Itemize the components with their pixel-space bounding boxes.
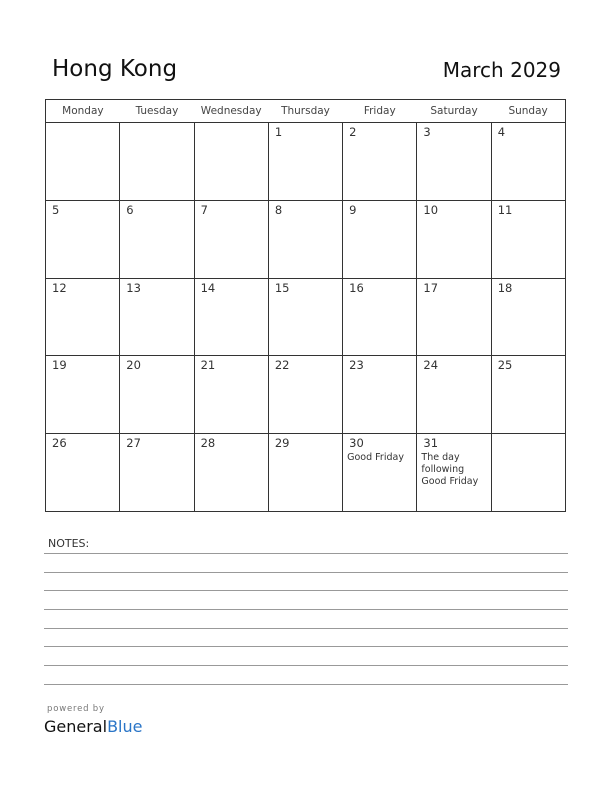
day-number: 25 <box>497 358 513 373</box>
weekday-friday: Friday <box>343 100 417 123</box>
day-number: 28 <box>200 436 216 451</box>
week-row <box>46 200 566 278</box>
day-cell <box>343 123 417 201</box>
notes-line <box>44 646 568 647</box>
calendar-title: Hong Kong <box>52 56 178 82</box>
day-cell <box>194 356 268 434</box>
week-row <box>46 356 566 434</box>
day-number: 18 <box>497 280 513 295</box>
day-cell <box>120 278 194 356</box>
day-number: 20 <box>126 358 141 373</box>
notes-line <box>44 628 568 629</box>
day-cell <box>120 123 194 201</box>
calendar-grid <box>45 99 566 512</box>
day-cell <box>343 434 417 512</box>
day-cell <box>46 356 120 434</box>
day-number: 30 <box>349 436 364 451</box>
weekday-thursday: Thursday <box>268 100 342 123</box>
weekday-tuesday: Tuesday <box>120 100 194 123</box>
day-number: 19 <box>52 358 67 373</box>
notes-line <box>44 609 568 610</box>
day-number: 1 <box>274 125 283 139</box>
day-cell <box>417 356 491 434</box>
day-cell <box>120 356 194 434</box>
day-cell <box>417 434 491 512</box>
day-cell <box>417 123 491 201</box>
day-cell <box>491 356 565 434</box>
day-number: 5 <box>52 202 60 217</box>
powered-by-text: powered by <box>47 704 105 714</box>
weekday-header-row <box>46 100 566 123</box>
day-number: 11 <box>497 202 513 217</box>
day-number: 2 <box>349 125 357 139</box>
day-cell <box>491 434 565 512</box>
day-cell <box>268 200 342 278</box>
day-cell <box>46 434 120 512</box>
weekday-sunday: Sunday <box>491 100 565 123</box>
day-number: 6 <box>126 202 134 217</box>
day-number: 21 <box>200 358 216 373</box>
day-number: 13 <box>126 280 141 295</box>
brand-blue: Blue <box>107 717 143 736</box>
notes-line <box>44 590 568 591</box>
weekday-wednesday: Wednesday <box>194 100 268 123</box>
day-cell <box>120 200 194 278</box>
day-cell <box>268 356 342 434</box>
day-number: 12 <box>52 280 67 295</box>
day-number: 22 <box>274 358 290 373</box>
week-row <box>46 278 566 356</box>
notes-line <box>44 665 568 666</box>
day-number: 14 <box>200 280 216 295</box>
day-cell <box>343 278 417 356</box>
day-number: 3 <box>423 125 431 139</box>
day-number: 16 <box>349 280 364 295</box>
day-cell <box>194 434 268 512</box>
day-number: 7 <box>200 202 208 217</box>
day-number: 8 <box>274 202 283 217</box>
day-cell <box>194 200 268 278</box>
weekday-saturday: Saturday <box>417 100 491 123</box>
day-cell <box>194 123 268 201</box>
holiday-label: The day following Good Friday <box>421 452 479 488</box>
day-number: 29 <box>274 436 290 451</box>
week-row <box>46 123 566 201</box>
day-number: 10 <box>423 202 439 217</box>
notes-line <box>44 572 568 573</box>
day-cell <box>268 123 342 201</box>
day-cell <box>46 123 120 201</box>
day-cell <box>120 434 194 512</box>
day-cell <box>417 278 491 356</box>
day-cell <box>417 200 491 278</box>
holiday-label: Good Friday <box>347 452 404 464</box>
day-cell <box>46 278 120 356</box>
day-cell <box>343 356 417 434</box>
day-cell <box>343 200 417 278</box>
day-number: 4 <box>497 125 506 139</box>
day-number: 17 <box>423 280 439 295</box>
day-cell <box>491 278 565 356</box>
day-number: 9 <box>349 202 357 217</box>
week-row <box>46 434 566 512</box>
brand-general: General <box>44 717 108 736</box>
generalblue-logo[interactable] <box>44 717 142 736</box>
day-cell <box>194 278 268 356</box>
day-cell <box>46 200 120 278</box>
notes-label: NOTES: <box>48 537 90 550</box>
notes-line <box>44 684 568 685</box>
day-number: 31 <box>423 436 439 451</box>
weekday-monday: Monday <box>46 100 120 123</box>
day-cell <box>491 123 565 201</box>
day-number: 23 <box>349 358 364 373</box>
month-label: March 2029 <box>442 58 561 82</box>
day-number: 15 <box>274 280 290 295</box>
day-cell <box>491 200 565 278</box>
day-number: 26 <box>52 436 67 451</box>
day-cell <box>268 278 342 356</box>
day-cell <box>268 434 342 512</box>
notes-line <box>44 553 568 554</box>
day-number: 24 <box>423 358 439 373</box>
day-number: 27 <box>126 436 141 451</box>
